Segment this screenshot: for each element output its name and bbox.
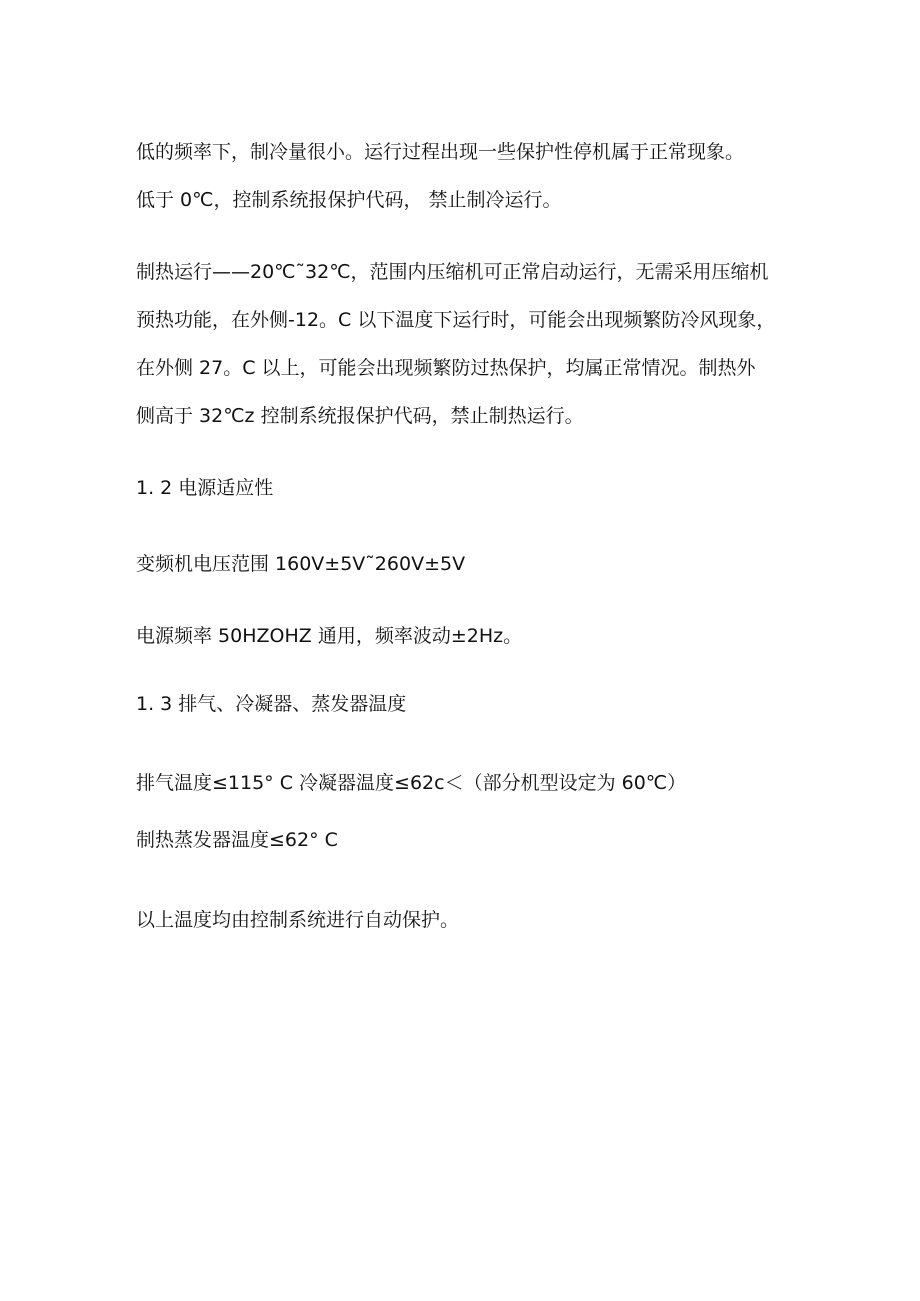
section-1-3-heading: 1. 3 排气、冷凝器、蒸发器温度 <box>136 693 407 715</box>
paragraph-2-line-3: 在外侧 27。C 以上，可能会出现频繁防过热保护，均属正常情况。制热外 <box>136 357 756 379</box>
paragraph-2-line-1: 制热运行——20℃˜32℃，范围内压缩机可正常启动运行，无需采用压缩机 <box>136 261 769 283</box>
paragraph-1-line-1: 低的频率下，制冷量很小。运行过程出现一些保护性停机属于正常现象。 <box>136 141 745 163</box>
voltage-range-text: 变频机电压范围 160V±5V˜260V±5V <box>136 553 466 575</box>
evaporator-temperature-text: 制热蒸发器温度≤62° C <box>136 829 338 851</box>
paragraph-2-line-2: 预热功能，在外侧-12。C 以下温度下运行时，可能会出现频繁防冷风现象， <box>136 309 776 331</box>
section-1-2-heading: 1. 2 电源适应性 <box>136 477 274 499</box>
closing-text: 以上温度均由控制系统进行自动保护。 <box>136 909 460 931</box>
discharge-condenser-temperature-text: 排气温度≤115° C 冷凝器温度≤62c＜（部分机型设定为 60℃） <box>136 772 687 794</box>
paragraph-2-line-4: 侧高于 32℃z 控制系统报保护代码，禁止制热运行。 <box>136 405 584 427</box>
paragraph-1-line-2: 低于 0℃，控制系统报保护代码， 禁止制冷运行。 <box>136 189 562 211</box>
frequency-text: 电源频率 50HZOHZ 通用，频率波动±2Hz。 <box>136 625 523 647</box>
